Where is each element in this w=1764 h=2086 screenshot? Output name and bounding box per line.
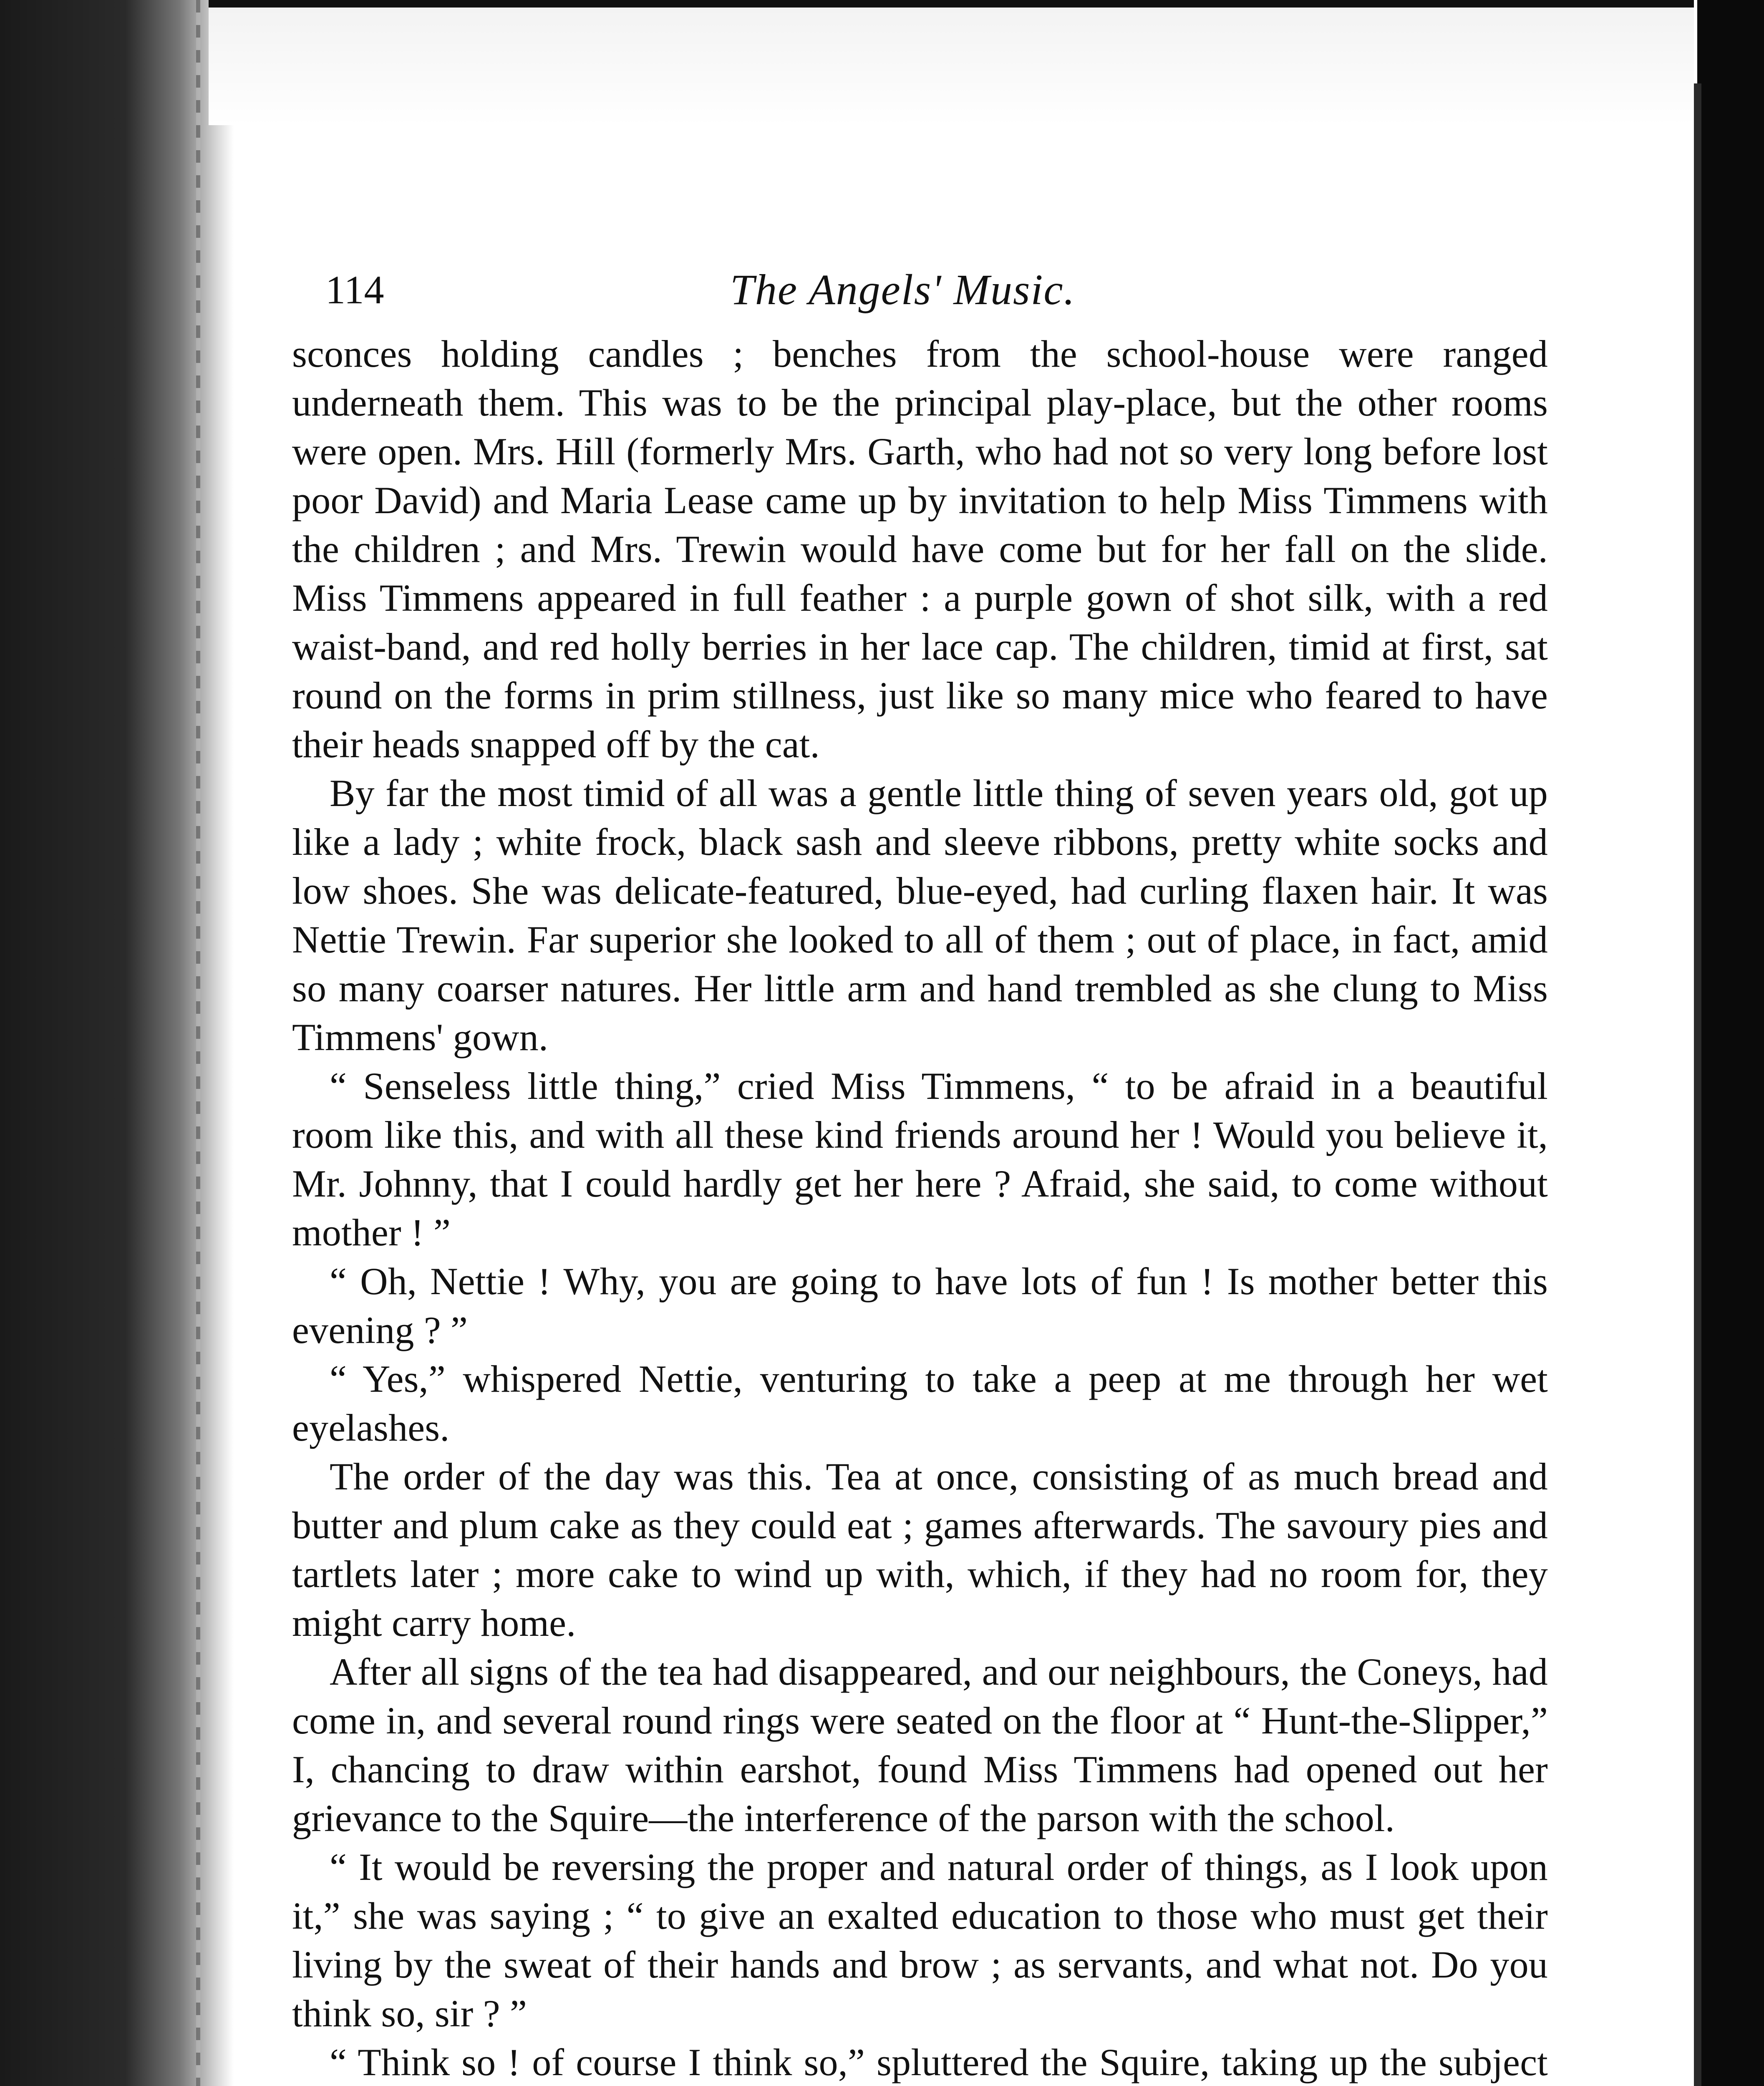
paragraph: By far the most timid of all was a gentle little thing of seven years old, got up like a lady ; white frock, black sash and sleeve ribbons, pretty white socks and low shoes. She was delicate-featured, blue-eyed, had curling flaxen hair. It was Nettie Trewin. Far superior she looked to all of them ; out of place, in fact, amid so many coarser natures. Her little arm and hand trembled as she clung to Miss Timmens' gown. — [292, 772, 1548, 1058]
body-text — [292, 330, 1548, 2086]
paragraph: “ It would be reversing the proper and natural order of things, as I look upon it,” she was saying ; “ to give an exalted education to those who must get their living by the sweat of their hands and brow ; as servants, and what not. Do you think so, sir ? ” — [292, 1846, 1548, 2035]
top-margin — [209, 0, 1694, 125]
book-spine-shadow — [0, 0, 234, 2086]
paragraph: “ Yes,” whispered Nettie, venturing to take a peep at me through her wet eyelashes. — [292, 1358, 1548, 1449]
paragraph: The order of the day was this. Tea at once, consisting of as much bread and butter and plum cake as they could eat ; games afterwards. The savoury pies and tartlets later ; more cake to wind up with, which, if they had no room for, they might carry home. — [292, 1455, 1548, 1644]
paragraph: “ Think so ! of course I think so,” spluttered the Squire, taking up the subject — [330, 2041, 1548, 2083]
paragraph: “ Oh, Nettie ! Why, you are going to have lots of fun ! Is mother better this evening ? ” — [292, 1260, 1548, 1351]
right-edge-shadow — [1697, 0, 1764, 2086]
running-title: The Angels' Music. — [730, 266, 1076, 314]
paragraph: sconces holding candles ; benches from the school-house were ranged underneath them. This was to be the principal play-place, but the other rooms were open. Mrs. Hill (formerly Mrs. Garth, who had not so very long before lost poor David) and Maria Lease came up by invitation to help Miss Timmens with the children ; and Mrs. Trewin would have come but for her fall on the slide. Miss Timmens appeared in full feather : a purple gown of shot silk, with a red waist-band, and red holly berries in her lace cap. The children, timid at first, sat round on the forms in prim stillness, just like so many mice who feared to have their heads snapped off by the cat. — [292, 333, 1548, 766]
page-number: 114 — [325, 267, 384, 312]
right-page-edge — [1694, 83, 1701, 2086]
paragraph: “ Senseless little thing,” cried Miss Timmens, “ to be afraid in a beautiful room like this, and with all these kind friends around her ! Would you believe it, Mr. Johnny, that I could hardly get her here ? Afraid, she said, to come without mother ! ” — [292, 1065, 1548, 1254]
running-head — [292, 259, 1548, 321]
paragraph: After all signs of the tea had disappeared, and our neighbours, the Coneys, had come in, and several round rings were seated on the floor at “ Hunt-the-Slipper,” I, chancing to draw within earshot, found Miss Timmens had opened out her grievance to the Squire—the interference of the parson with the school. — [292, 1650, 1548, 1839]
book-page — [292, 259, 1548, 2086]
